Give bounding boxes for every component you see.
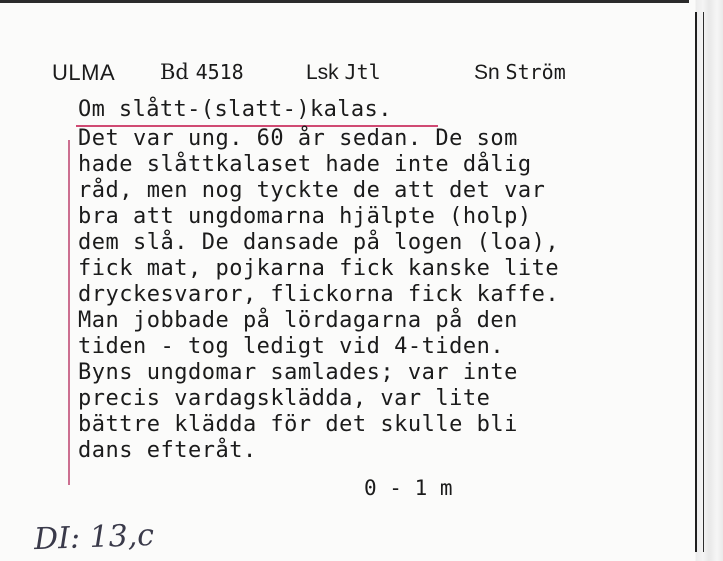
record-reference: [160, 60, 244, 84]
body-line: råd, men nog tyckte de att det var: [78, 178, 546, 203]
card-edge-line: [703, 12, 704, 552]
body-line: Man jobbade på lördagarna på den: [78, 308, 518, 333]
body-line: dem slå. De dansade på logen (loa),: [78, 230, 560, 255]
district-reference: [306, 60, 381, 85]
body-line: hade slåttkalaset hade inte dålig: [78, 152, 532, 177]
body-line: Byns ungdomar samlades; var inte: [78, 360, 518, 385]
district-value: Jtl: [344, 60, 381, 84]
record-number: 4518: [195, 60, 244, 84]
margin-rule: [68, 140, 70, 485]
body-line: bra att ungdomarna hjälpte (holp): [78, 204, 532, 229]
body-line: Det var ung. 60 år sedan. De som: [78, 126, 518, 151]
card-top-border: [0, 0, 700, 3]
distance-range: 0 - 1 m: [364, 476, 453, 500]
body-line: dryckesvaror, flickorna fick kaffe.: [78, 282, 560, 307]
record-label: Bd: [160, 60, 189, 84]
body-line: tiden - tog ledigt vid 4-tiden.: [78, 334, 505, 359]
body-line: fick mat, pojkarna fick kanske lite: [78, 256, 560, 281]
handwritten-classification: DI: 13,c: [33, 517, 155, 558]
body-line: dans efteråt.: [78, 438, 257, 463]
district-label: Lsk: [306, 61, 339, 84]
parish-label: Sn: [474, 61, 500, 84]
body-line: bättre klädda för det skulle bli: [78, 412, 518, 437]
card-body: [78, 126, 678, 464]
card-edge-line: [695, 12, 697, 552]
body-line: precis vardagsklädda, var lite: [78, 386, 491, 411]
parish-value: Ström: [505, 60, 566, 84]
archive-name: ULMA: [52, 60, 116, 85]
parish-reference: [474, 60, 566, 85]
card-title: Om slått-(slatt-)kalas.: [78, 97, 392, 122]
